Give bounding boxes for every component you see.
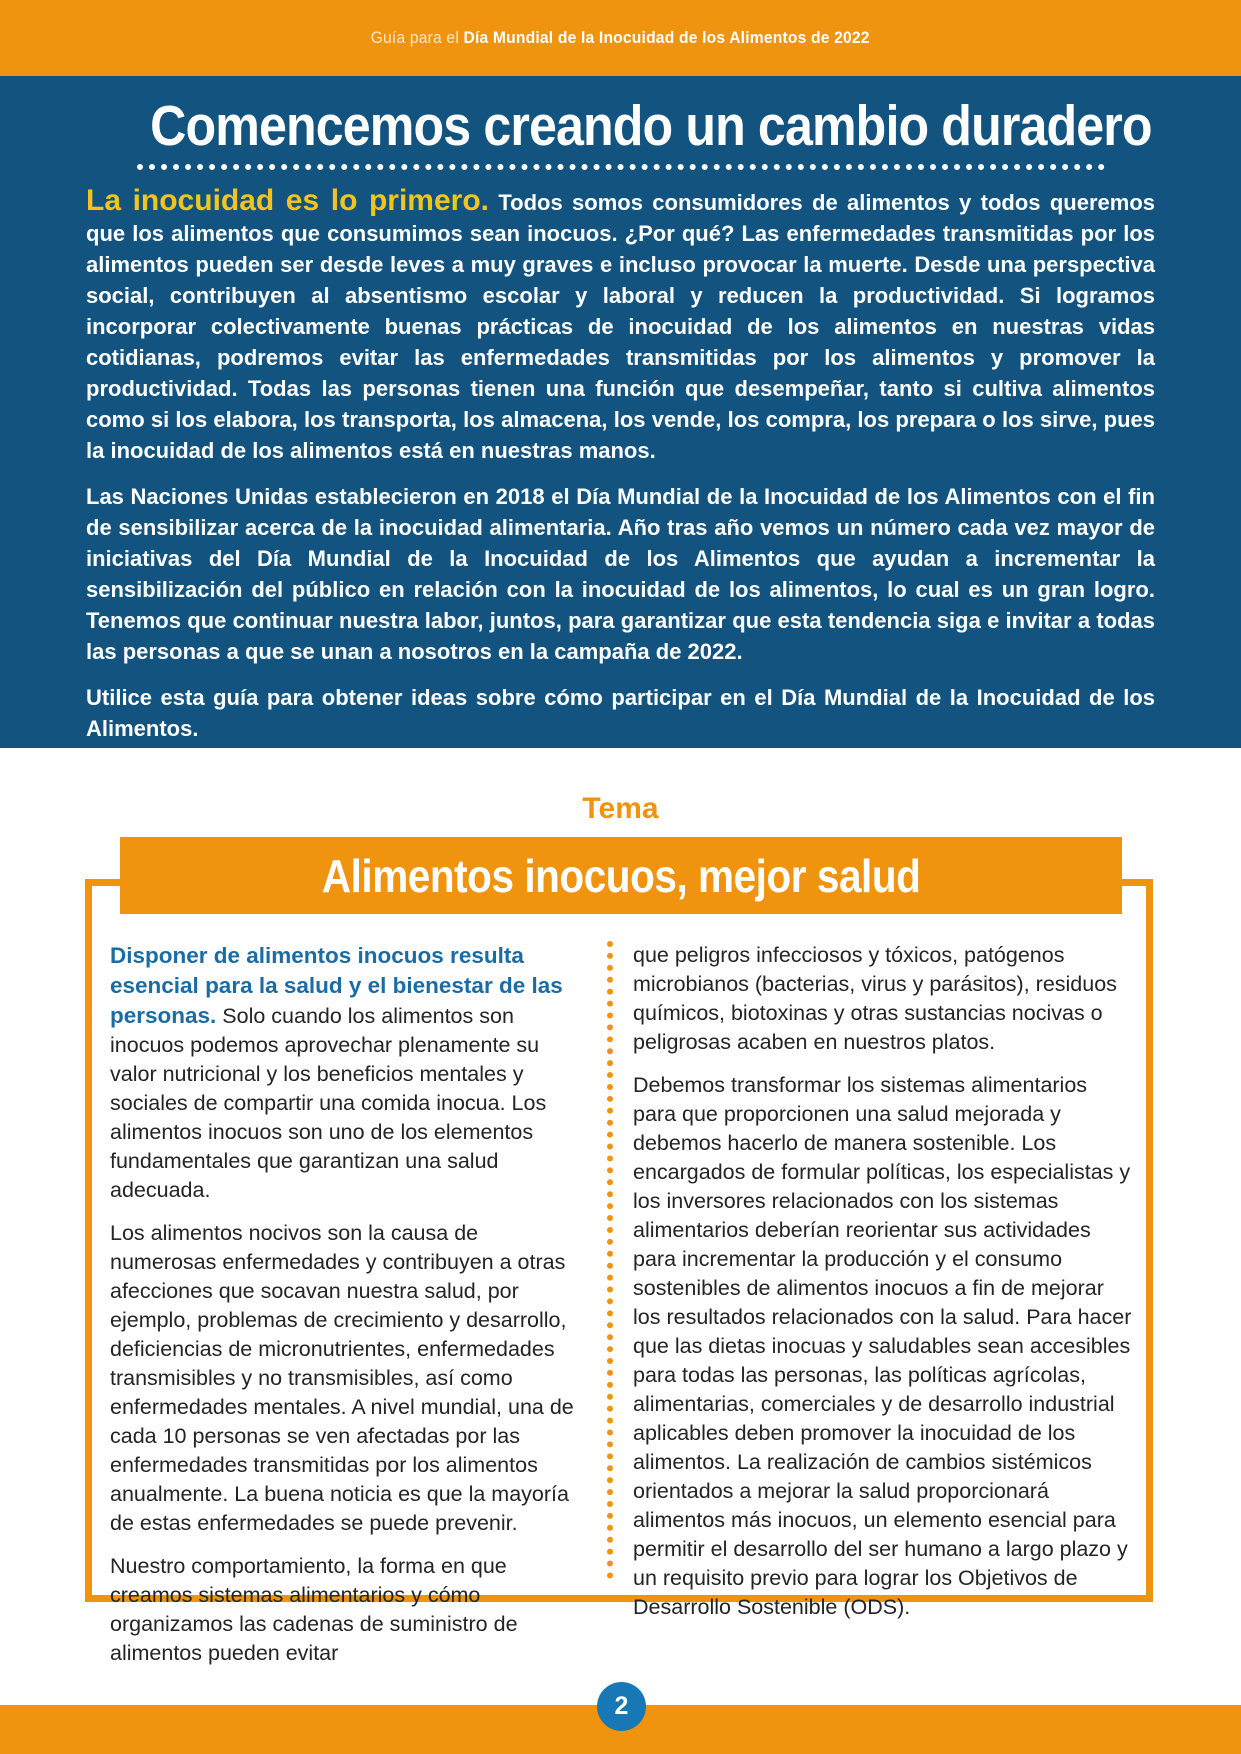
dotted-underline [137,164,1105,170]
theme-banner-title: Alimentos inocuos, mejor salud [321,849,921,902]
theme-banner [120,837,1122,914]
intro-section [0,76,1241,748]
theme-column-right [613,941,1136,1619]
intro-paragraph-1-body: Todos somos consumidores de alimentos y todos queremos que los alimentos que consumimos sean inocuos. ¿Por qué? Las enfermedades transmitidas por los alimentos pueden ser desde leves a muy graves e incluso provocar la muerte. Desde una perspectiva social, contribuyen al absentismo escolar y laboral y reducen la productividad. Si logramos incorporar colectivamente buenas prácticas de inocuidad de los alimentos en nuestras vidas cotidianas, podremos evitar las enfermedades transmitidas por los alimentos y promover la productividad. Todas las personas tienen una función que desempeñar, tanto si cultiva alimentos como si los elabora, los transporta, los almacena, los vende, los compra, los prepara o los sirve, pues la inocuidad de los alimentos está en nuestras manos. [86,190,1155,463]
theme-label: Tema [582,792,659,825]
right-paragraph-1: que peligros infecciosos y tóxicos, patógenos microbianos (bacterias, virus y parásitos), residuos químicos, biotoxinas y otras sustancias nocivas o peligrosas acaben en nuestros platos. [633,943,1117,1054]
header-title-bold: Día Mundial de la Inocuidad de los Alimentos de 2022 [463,28,870,47]
header-title-prefix: Guía para el [371,28,464,47]
header-bar [0,0,1241,76]
right-paragraph-2: Debemos transformar los sistemas alimentarios para que proporcionen una salud mejorada y debemos hacerlo de manera sostenible. Los encargados de formular políticas, los especialistas y los inversores relacionados con los sistemas alimentarios deberían reorientar sus actividades para incrementar la producción y el consumo sostenibles de alimentos inocuos a fin de mejorar los resultados relacionados con la salud. Para hacer que las dietas inocuas y saludables sean accesibles para todas las personas, las políticas agrícolas, alimentarias, comerciales y de desarrollo industrial aplicables deben promover la inocuidad de los alimentos. La realización de cambios sistémicos orientados a mejorar la salud proporcionará alimentos más inocuos, un elemento esencial para permitir el desarrollo del ser humano a largo plazo y un requisito previo para lograr los Objetivos de Desarrollo Sostenible (ODS). [633,1073,1132,1619]
left-paragraph-1-body: Solo cuando los alimentos son inocuos podemos aprovechar plenamente su valor nutricional y los beneficios mentales y sociales de compartir una comida inocua. Los alimentos inocuos son uno de los elementos fundamentales que garantizan una salud adecuada. [110,1004,547,1202]
theme-column-left [102,941,607,1665]
page-title: Comencemos creando un cambio duradero [150,94,1152,158]
left-paragraph-3: Nuestro comportamiento, la forma en que creamos sistemas alimentarios y cómo organizamos las cadenas de suministro de alimentos pueden evitar [110,1554,518,1665]
page-number: 2 [614,1692,629,1720]
left-lead-phrase: Disponer de alimentos inocuos resulta esencial para la salud y el bienestar de las personas. [110,943,563,1028]
intro-paragraph-2: Las Naciones Unidas establecieron en 2018 el Día Mundial de la Inocuidad de los Alimentos con el fin de sensibilizar acerca de la inocuidad alimentaria. Año tras año vemos un número cada vez mayor de iniciativas del Día Mundial de la Inocuidad de los Alimentos que ayudan a incrementar la sensibilización del público en relación con la inocuidad de los alimentos, lo cual es un gran logro. Tenemos que continuar nuestra labor, juntos, para garantizar que esta tendencia siga e invitar a todas las personas a que se unan a nosotros en la campaña de 2022. [86,484,1155,664]
intro-paragraph-1 [86,185,1155,466]
left-paragraph-2: Los alimentos nocivos son la causa de numerosas enfermedades y contribuyen a otras afecciones que socavan nuestra salud, por ejemplo, problemas de crecimiento y desarrollo, deficiencias de micronutrientes, enfermedades transmisibles y no transmisibles, así como enfermedades mentales. A nivel mundial, una de cada 10 personas se ven afectadas por las enfermedades transmitidas por los alimentos anualmente. La buena noticia es que la mayoría de estas enfermedades se puede prevenir. [110,1221,574,1535]
header-title [371,28,870,48]
intro-paragraph-3: Utilice esta guía para obtener ideas sobre cómo participar en el Día Mundial de la Inocuidad de los Alimentos. [86,685,1155,741]
page-number-badge [597,1682,646,1731]
left-paragraph-1 [110,941,583,1205]
theme-box [85,879,1153,1665]
lead-phrase: La inocuidad es lo primero. [86,184,489,217]
